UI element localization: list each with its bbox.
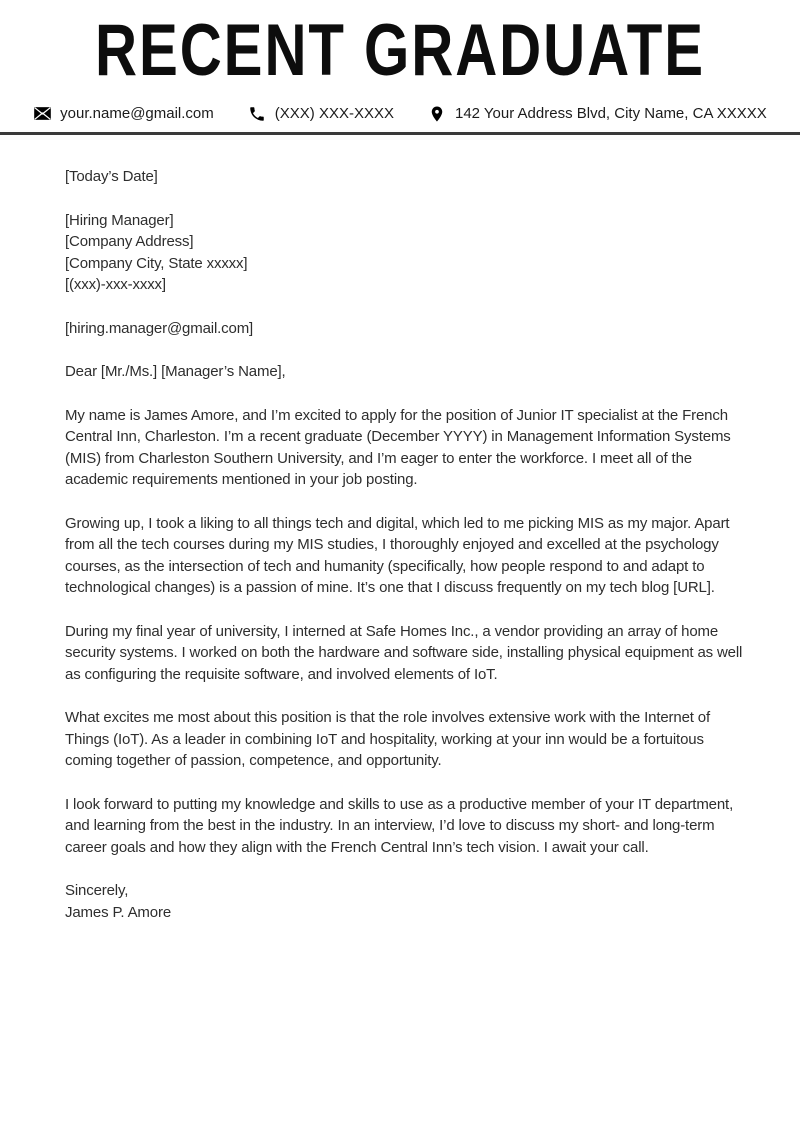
letter-body [0,135,800,923]
contact-row [0,104,800,123]
body-paragraph-5: I look forward to putting my knowledge and skills to use as a productive member of your IT department, and learning from the best in the industry. In an interview, I’d love to discuss my short- and long-term career goals and how they align with the French Central Inn’s tech vision. I await your call. [65,795,734,856]
recipient-block [65,210,744,296]
contact-email-text: your.name@gmail.com [60,105,214,122]
letter-header [0,0,800,123]
recipient-line-city: [Company City, State xxxxx] [65,254,248,272]
recipient-line-address: [Company Address] [65,233,194,250]
recipient-line-name: [Hiring Manager] [65,211,174,229]
body-paragraph-1: My name is James Amore, and I’m excited to apply for the position of Junior IT specialist at the French Central Inn, Charleston. I’m a recent graduate (December YYYY) in Management Information Systems (MIS) from Charleston Southern University, and I’m eager to enter the workforce. I meet all of the academic requirements mentioned in your job posting. [65,406,731,488]
contact-address-text: 142 Your Address Blvd, City Name, CA XXXXX [454,105,767,122]
body-paragraph-3: During my final year of university, I interned at Safe Homes Inc., a vendor providing an array of home security systems. I worked on both the hardware and software side, installing physical equipment as well as configuring the requisite software, and involved elements of IoT. [65,622,743,683]
contact-phone-text: (XXX) XXX-XXXX [274,105,394,122]
recipient-line-phone: [(xxx)-xxx-xxxx] [65,276,166,293]
recipient-email: [hiring.manager@gmail.com] [65,319,254,337]
phone-icon [248,104,267,123]
closing: Sincerely, [65,882,129,899]
date-line: [Today’s Date] [65,168,158,185]
page-title: RECENT GRADUATE [94,9,706,91]
email-icon [33,104,52,123]
body-paragraph-2: Growing up, I took a liking to all things tech and digital, which led to me picking MIS as my major. Apart from all the tech courses during my MIS studies, I thoroughly enjoyed and excelled at the psychology courses, as the intersection of tech and humanity (specifically, how people respond to and adapt to technological changes) is a passion of mine. It’s one that I discuss frequently on my tech blog [URL]. [65,514,730,596]
signature: James P. Amore [65,903,172,921]
contact-email [33,104,214,123]
contact-phone [248,104,394,123]
location-icon [428,104,447,123]
contact-address [428,104,767,123]
body-paragraph-4: What excites me most about this position is that the role involves extensive work with the Internet of Things (IoT). As a leader in combining IoT and hospitality, working at your inn would be a fortuitous coming together of passion, competence, and opportunity. [65,709,711,769]
salutation: Dear [Mr./Ms.] [Manager’s Name], [65,363,286,380]
